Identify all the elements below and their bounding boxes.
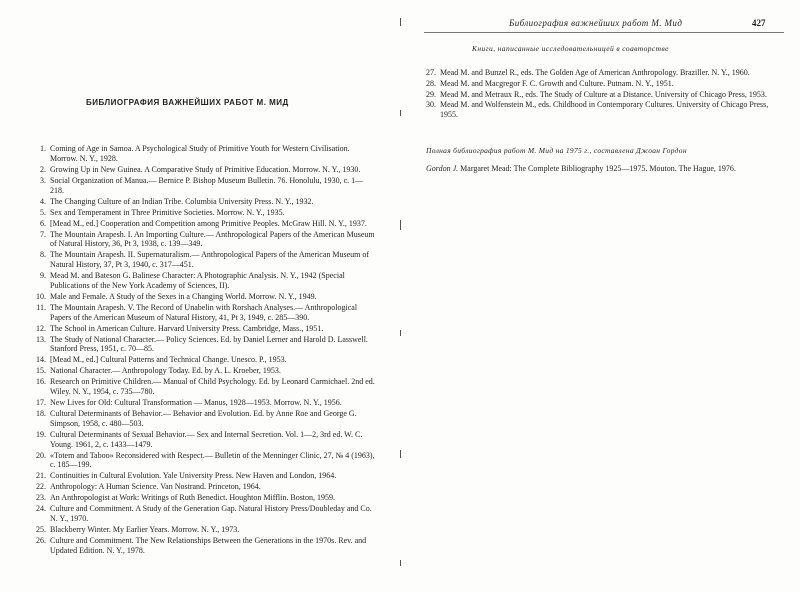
- list-item: [30, 335, 375, 355]
- list-item: [30, 377, 375, 397]
- list-item: [30, 250, 375, 270]
- entry-text: Anthropology: A Human Science. Van Nostrand. Princeton, 1964.: [50, 482, 261, 492]
- list-item: [30, 271, 375, 291]
- entry-text: Mead M. and Bateson G. Balinese Character: A Photographic Analysis. N. Y., 1942 (Special Publications of the New York Academy of Sciences, II).: [50, 271, 345, 290]
- entry-number: 13.: [36, 334, 46, 344]
- list-item: [30, 165, 375, 175]
- entry-number: 28.: [426, 78, 436, 88]
- list-item: [30, 451, 375, 471]
- entry-text: [Mead M., ed.] Cultural Patterns and Technical Change. Unesco. P., 1953.: [50, 355, 287, 365]
- list-item: [30, 208, 375, 218]
- gutter-mark: [400, 220, 401, 230]
- gutter-mark: [400, 330, 401, 336]
- entry-text: «Totem and Taboo» Reconsidered with Respect.— Bulletin of the Menninger Clinic, 27, № 4 (1963), c. 185—199.: [50, 450, 375, 470]
- entry-number: 17.: [36, 398, 46, 408]
- list-item: [30, 493, 375, 503]
- page-number: 427: [752, 18, 766, 28]
- entry-number: 9.: [40, 271, 46, 281]
- right-page: [404, 0, 800, 592]
- gordon-text: Margaret Mead: The Complete Bibliography 1925—1975. Mouton. The Hague, 1976.: [458, 164, 736, 173]
- entry-text: The Mountain Arapesh. I. An Importing Culture.— Anthropological Papers of the American Museum of Natural History, 36, Pt 3, 1938, c. 139—349.: [50, 229, 375, 249]
- entry-number: 2.: [40, 164, 46, 174]
- entry-number: 23.: [36, 493, 46, 503]
- list-item: [30, 409, 375, 429]
- list-item: [30, 144, 375, 164]
- gordon-entry: [426, 164, 774, 174]
- list-item: [30, 355, 375, 365]
- entry-number: 21.: [36, 471, 46, 481]
- entry-number: 15.: [36, 366, 46, 376]
- entry-text: Cultural Determinants of Sexual Behavior.— Sex and Internal Secretion. Vol. 1—2, 3rd ed. W. C. Young. 1961, 2, c. 1433—1479.: [50, 429, 363, 449]
- entry-number: 4.: [40, 196, 46, 206]
- entry-number: 30.: [426, 100, 436, 110]
- entry-text: The School in American Culture. Harvard University Press. Cambridge, Mass., 1951.: [50, 323, 324, 333]
- entry-text: Blackberry Winter. My Earlier Years. Morrow. N. Y., 1973.: [50, 525, 240, 535]
- list-item: [30, 197, 375, 207]
- entry-number: 25.: [36, 525, 46, 535]
- entry-number: 20.: [36, 450, 46, 460]
- coauthored-list: [420, 68, 772, 121]
- entry-number: 7.: [40, 229, 46, 239]
- entry-number: 27.: [426, 68, 436, 77]
- entry-number: 11.: [36, 302, 46, 312]
- entry-text: The Mountain Arapesh. V. The Record of Unabelin with Rorshach Analyses.— Anthropological Papers of the American Museum of Natural History, 41, Pt 3, 1949, c. 285—390.: [50, 302, 358, 322]
- entry-number: 3.: [40, 175, 46, 185]
- list-item: [30, 398, 375, 408]
- entry-number: 14.: [36, 355, 46, 365]
- entry-text: Social Organization of Manua.— Bernice P. Bishop Museum Bulletin. 76. Honolulu, 1930, c. 1—218.: [50, 175, 364, 195]
- gutter-mark: [400, 450, 401, 458]
- entry-number: 12.: [36, 323, 46, 333]
- list-item: [30, 219, 375, 229]
- entry-text: Culture and Commitment. The New Relationships Between the Generations in the 1970s. Rev. and Updated Edition. N. Y., 1978.: [50, 536, 367, 555]
- list-item: [30, 536, 375, 556]
- entry-number: 18.: [36, 409, 46, 419]
- entry-number: 29.: [426, 89, 436, 99]
- entry-text: Coming of Age in Samoa. A Psychological Study of Primitive Youth for Western Civilisation. Morrow. N. Y., 1928.: [50, 144, 350, 163]
- list-item: [30, 230, 375, 250]
- entry-number: 5.: [40, 207, 46, 217]
- entry-text: The Mountain Arapesh. II. Supernaturalism.— Anthropological Papers of the American Museum of Natural History, 37, Pt 3, 1940, c. 317—451.: [50, 250, 370, 270]
- coauthored-books-subhead: Книги, написанные исследовательницей в соавторстве: [472, 44, 669, 53]
- list-item: [30, 471, 375, 481]
- list-item: [30, 430, 375, 450]
- running-head: Библиография важнейших работ М. Мид: [509, 18, 683, 28]
- entry-text: An Anthropologist at Work: Writings of Ruth Benedict. Houghton Mifflin. Boston, 1959.: [50, 493, 336, 503]
- entry-number: 19.: [36, 429, 46, 439]
- entry-text: Cultural Determinants of Behavior.— Behavior and Evolution. Ed. by Anne Roe and George G. Simpson, 1958, c. 480—503.: [50, 409, 357, 428]
- bibliography-title: БИБЛИОГРАФИЯ ВАЖНЕЙШИХ РАБОТ М. МИД: [86, 98, 289, 107]
- list-item: [420, 90, 772, 100]
- list-item: [30, 324, 375, 334]
- entry-number: 22.: [36, 482, 46, 492]
- entry-text: Mead M. and Wolfenstein M., eds. Childhood in Contemporary Cultures. University of Chicago Press, 1955.: [440, 100, 769, 120]
- entry-text: Mead M. and Bunzel R., eds. The Golden Age of American Anthropology. Braziller. N. Y., 1960.: [440, 68, 750, 77]
- entry-text: [Mead M., ed.] Cooperation and Competition among Primitive Peoples. McGraw Hill. N. Y., 1937.: [50, 218, 367, 228]
- list-item: [420, 68, 772, 78]
- entry-text: National Character.— Anthropology Today. Ed. by A. L. Kroeber, 1953.: [50, 366, 281, 376]
- entry-text: Male and Female. A Study of the Sexes in a Changing World. Morrow. N. Y., 1949.: [50, 291, 317, 301]
- entry-number: 16.: [36, 377, 46, 387]
- bibliography-list: [30, 144, 375, 557]
- entry-number: 8.: [40, 250, 46, 260]
- gutter-mark: [400, 110, 401, 116]
- entry-text: Culture and Commitment. A Study of the Generation Gap. Natural History Press/Doubleday and Co. N. Y., 1970.: [50, 504, 372, 524]
- list-item: [30, 482, 375, 492]
- list-item: [30, 176, 375, 196]
- entry-number: 24.: [36, 504, 46, 514]
- header-rule: [424, 32, 784, 33]
- entry-number: 10.: [36, 291, 46, 301]
- entry-text: Sex and Temperament in Three Primitive Societies. Morrow. N. Y., 1935.: [50, 207, 285, 217]
- entry-number: 1.: [40, 144, 46, 153]
- list-item: [30, 292, 375, 302]
- list-item: [30, 525, 375, 535]
- gordon-author: Gordon J.: [426, 164, 459, 173]
- entry-text: Continuities in Cultural Evolution. Yale University Press. New Haven and London, 1964.: [50, 471, 337, 481]
- entry-number: 6.: [40, 218, 46, 228]
- entry-text: Research on Primitive Children.— Manual of Child Psychology. Ed. by Leonard Carmichael. 2nd ed. Wiley. N. Y., 1954, c. 735—780.: [50, 377, 375, 397]
- list-item: [30, 504, 375, 524]
- list-item: [420, 100, 772, 120]
- list-item: [420, 79, 772, 89]
- entry-text: Mead M. and Macgregor F. C. Growth and Culture. Putnam. N. Y., 1951.: [440, 78, 674, 88]
- entry-text: Growing Up in New Guinea. A Comparative Study of Primitive Education. Morrow. N. Y., 1930.: [50, 164, 361, 174]
- list-item: [30, 303, 375, 323]
- entry-text: Mead M. and Metraux R., eds. The Study of Culture at a Distance. University of Chicago Press, 1953.: [440, 89, 767, 99]
- gutter-mark: [400, 560, 401, 566]
- entry-number: 26.: [36, 536, 46, 546]
- gutter-mark: [400, 18, 401, 26]
- full-bibliography-note: Полная библиография работ М. Мид на 1975 г., составлена Джоан Гордон: [426, 146, 687, 155]
- entry-text: The Changing Culture of an Indian Tribe. Columbia University Press. N. Y., 1932.: [50, 196, 314, 206]
- entry-text: The Study of National Character.— Policy Sciences. Ed. by Daniel Lerner and Harold D. Lasswell. Stanford Press, 1951, c. 70—85.: [50, 334, 368, 354]
- list-item: [30, 366, 375, 376]
- entry-text: New Lives for Old: Cultural Transformation — Manus, 1928—1953. Morrow. N. Y., 1956.: [50, 398, 342, 408]
